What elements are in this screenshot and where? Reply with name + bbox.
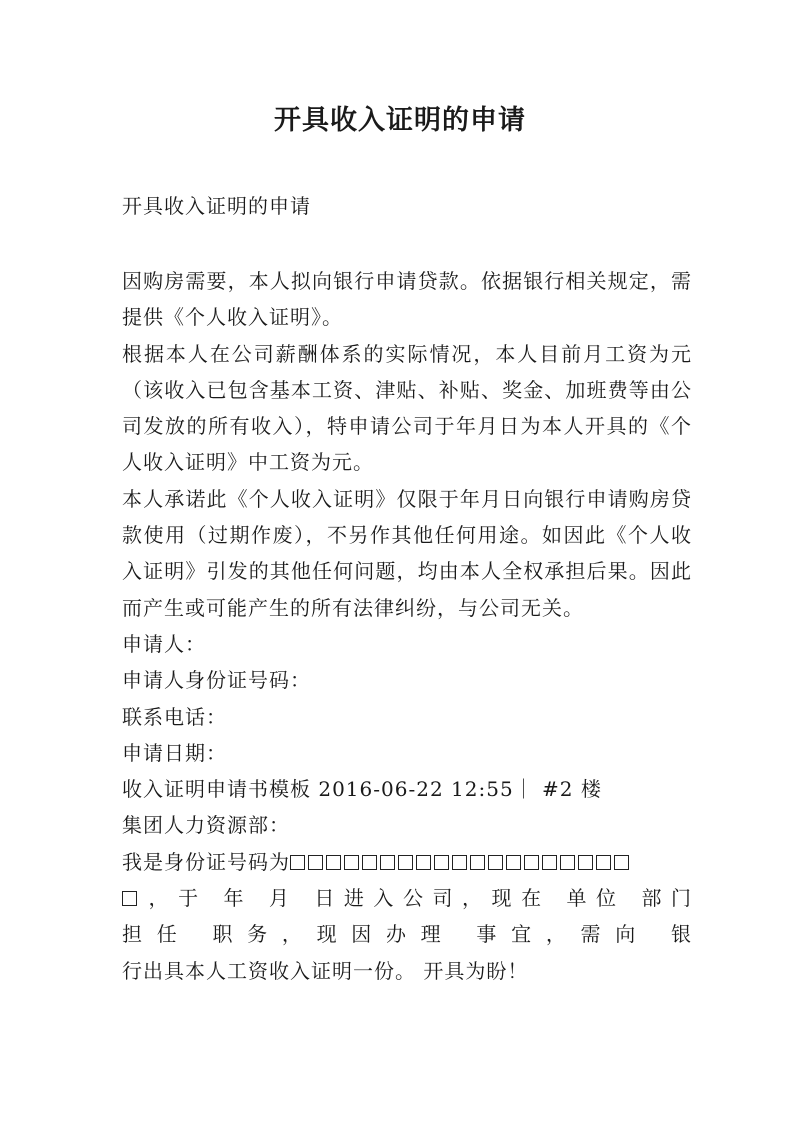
id-digit-box (398, 855, 413, 870)
id-digit-box (416, 855, 431, 870)
id-digit-box (452, 855, 467, 870)
addressee-line: 集团人力资源部： (122, 813, 290, 838)
id-digit-box (122, 891, 137, 906)
paragraph-salary-request: 根据本人在公司薪酬体系的实际情况，本人目前月工资为元（该收入已包含基本工资、津贴、补贴、奖金、加班费等由公司发放的所有收入），特申请公司于年月日为本人开具的《个人收入证明》中工资为元。 (122, 341, 692, 475)
id-digit-box (380, 855, 395, 870)
phone-field: 联系电话： (122, 704, 227, 729)
letter-id-line (122, 844, 692, 880)
id-digit-box (560, 855, 575, 870)
date-field: 申请日期： (122, 740, 227, 765)
id-digit-box (344, 855, 359, 870)
id-digit-box (542, 855, 557, 870)
id-digit-box (506, 855, 521, 870)
id-digit-box (578, 855, 593, 870)
paragraph-loan-purpose: 因购房需要，本人拟向银行申请贷款。依据银行相关规定，需提供《个人收入证明》。 (122, 269, 692, 330)
id-digit-box (362, 855, 377, 870)
template-post-line: 收入证明申请书模板 2016-06-22 12:55｜ #2 楼 (122, 777, 602, 802)
id-digit-box (308, 855, 323, 870)
document-body (122, 263, 692, 989)
id-number-field: 申请人身份证号码： (122, 668, 311, 693)
applicant-field: 申请人： (122, 631, 206, 656)
id-digit-box (524, 855, 539, 870)
letter-entry-line (122, 880, 692, 916)
id-digit-box (488, 855, 503, 870)
id-digit-box (434, 855, 449, 870)
document-subtitle: 开具收入证明的申请 (122, 194, 311, 218)
letter-id-prefix: 我是身份证号码为 (122, 849, 290, 874)
letter-position-line: 担任 职务，现因办理 事宜，需向 银 (122, 922, 692, 947)
letter-entry-text: ，于 年 月 日进入公司，现在 单位 部门 (140, 886, 692, 911)
id-digit-box (470, 855, 485, 870)
id-digit-box (290, 855, 305, 870)
id-digit-box (326, 855, 341, 870)
letter-closing-line: 行出具本人工资收入证明一份。 开具为盼！ (122, 958, 529, 983)
id-boxes (290, 850, 632, 874)
id-digit-box (614, 855, 629, 870)
document-title: 开具收入证明的申请 (274, 105, 526, 136)
id-digit-box (596, 855, 611, 870)
paragraph-commitment: 本人承诺此《个人收入证明》仅限于年月日向银行申请购房贷款使用（过期作废），不另作其他任何用途。如因此《个人收入证明》引发的其他任何问题，均由本人全权承担后果。因此而产生或可能产生的所有法律纠纷，与公司无关。 (122, 486, 692, 620)
